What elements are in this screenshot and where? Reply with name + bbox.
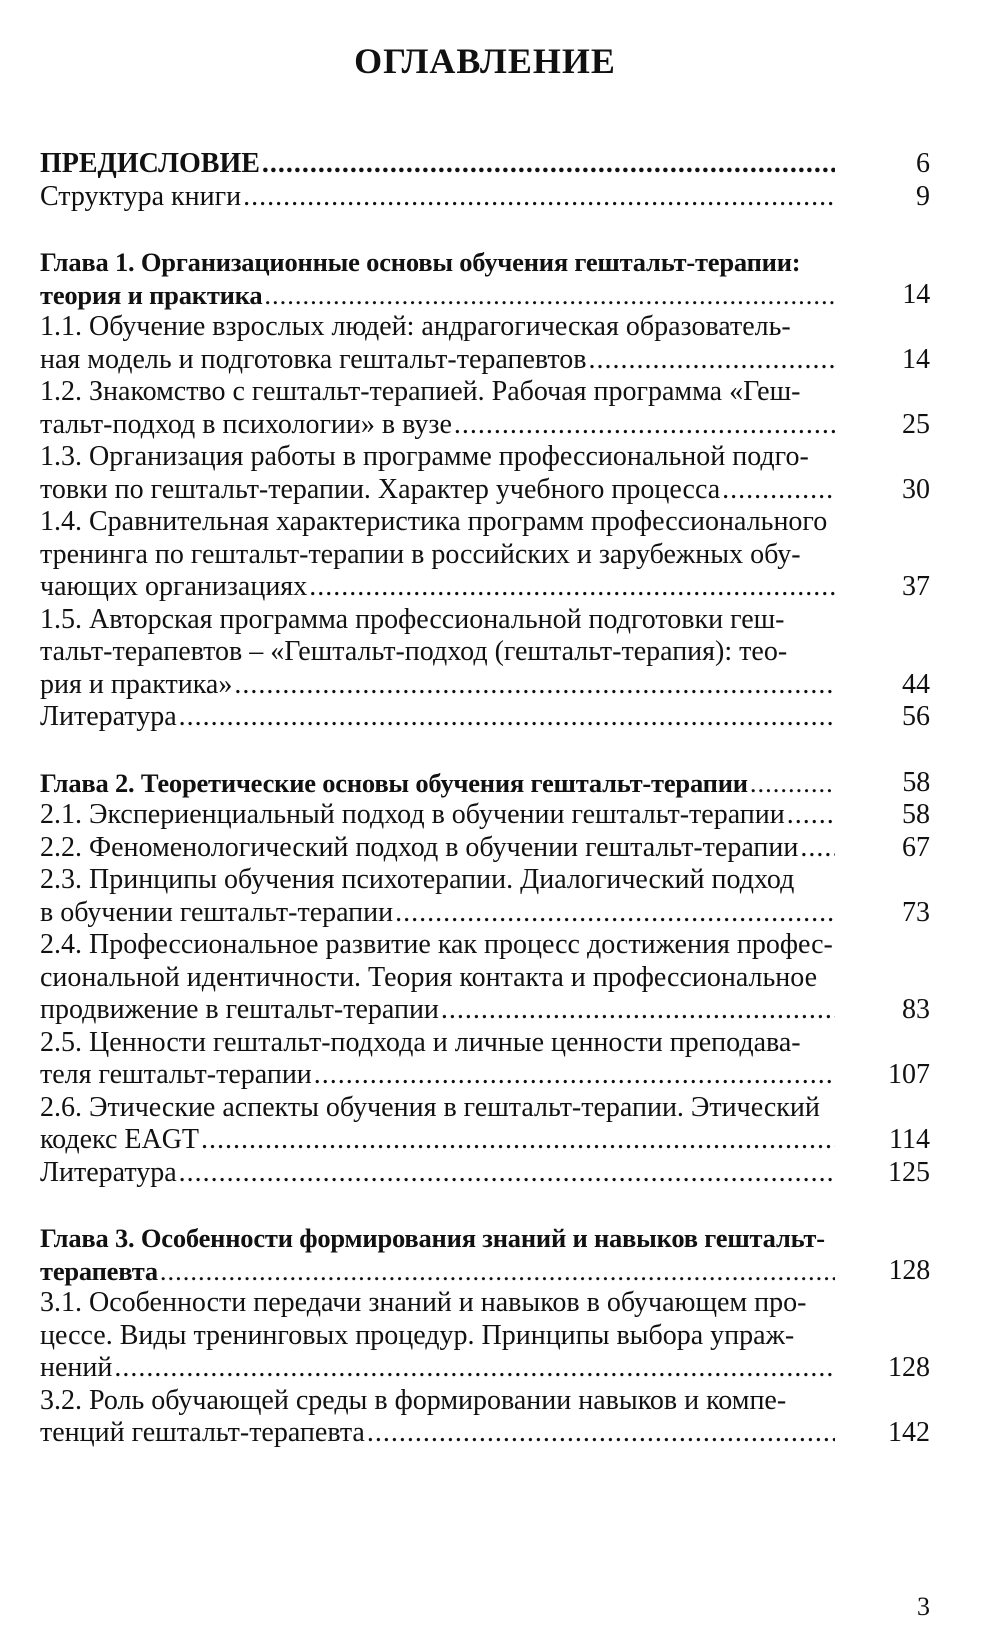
leader-dots	[160, 1255, 835, 1288]
toc-entry-3-1[interactable]	[40, 1287, 930, 1385]
leader-dots	[588, 344, 835, 377]
leader-dots	[750, 767, 835, 800]
toc-entry-line: ная модель и подготовка гештальт-терапевтов	[40, 343, 587, 375]
toc-entry-line: 1.3. Организация работы в программе профессиональной подго-	[40, 441, 809, 472]
toc-entry-chapter-1[interactable]	[40, 246, 930, 311]
toc-entry-2-4[interactable]	[40, 929, 930, 1027]
toc-entry-title: 2.2. Феноменологический подход в обучении гештальт-терапии	[40, 831, 799, 863]
toc-page-number: 14	[902, 278, 930, 310]
toc-entry-1-3[interactable]	[40, 441, 930, 506]
toc-entry-line: тенций гештальт-терапевта	[40, 1417, 365, 1448]
leader-dots	[454, 409, 835, 442]
toc-entry-2-5[interactable]	[40, 1027, 930, 1092]
toc-entry-line: 1.4. Сравнительная характеристика программ профессионального	[40, 506, 828, 537]
toc-entry-1-5[interactable]	[40, 604, 930, 702]
toc-page-number: 25	[902, 408, 930, 440]
toc-entry-line: тренинга по гештальт-терапии в российских и зарубежных обу-	[40, 538, 801, 570]
toc-entry-line: чающих организациях	[40, 571, 308, 602]
toc-entry-2-2[interactable]	[40, 832, 930, 865]
leader-dots	[787, 799, 835, 832]
toc-page-number: 56	[902, 701, 930, 732]
toc-entry-line: рия и практика»	[40, 668, 233, 700]
toc-entry-line: 1.1. Обучение взрослых людей: андрагогическая образователь-	[40, 311, 791, 342]
toc-entry-1-2[interactable]	[40, 376, 930, 441]
leader-dots	[367, 1417, 835, 1450]
toc-entry-book-structure[interactable]	[40, 181, 930, 214]
toc-page-number: 14	[902, 343, 930, 375]
leader-dots	[179, 701, 835, 734]
toc-page-number: 44	[902, 668, 930, 700]
toc-entry-line: товки по гештальт-терапии. Характер учебного процесса	[40, 473, 721, 505]
toc-entry-title: ПРЕДИСЛОВИЕ	[40, 148, 260, 179]
toc-entry-line: 1.2. Знакомство с гештальт-терапией. Рабочая программа «Геш-	[40, 376, 801, 407]
toc-entry-line: кодекс EAGT	[40, 1124, 200, 1155]
toc-entry-title: Структура книги	[40, 180, 242, 212]
leader-dots	[179, 1157, 835, 1190]
toc-entry-line: сиональной идентичности. Теория контакта и профессиональное	[40, 961, 818, 993]
toc-entry-3-2[interactable]	[40, 1385, 930, 1450]
leader-dots	[309, 571, 835, 604]
toc-entry-line: цессе. Виды тренинговых процедур. Принципы выбора упраж-	[40, 1319, 795, 1351]
toc-entry-title: Глава 2. Теоретические основы обучения гештальт-терапии	[40, 767, 748, 798]
toc-entry-chapter-2[interactable]	[40, 767, 930, 800]
toc-entry-line: Глава 3. Особенности формирования знаний и навыков гештальт-	[40, 1223, 825, 1253]
leader-dots	[243, 181, 835, 214]
toc-entry-line: нений	[40, 1352, 113, 1383]
leader-dots	[262, 148, 835, 181]
toc-page-number: 6	[916, 148, 930, 179]
toc-entry-line: продвижение в гештальт-терапии	[40, 994, 439, 1025]
toc-entry-line: тальт-терапевтов – «Гештальт-подход (гештальт-терапия): тео-	[40, 636, 788, 667]
toc-entry-2-3[interactable]	[40, 864, 930, 929]
toc-entry-line: терапевта	[40, 1255, 158, 1286]
toc-page-number: 128	[888, 1352, 930, 1383]
section-gap	[40, 734, 930, 767]
toc-entry-title: Литература	[40, 1156, 177, 1188]
toc-page-number: 83	[902, 994, 930, 1025]
toc-entry-line: теля гештальт-терапии	[40, 1059, 312, 1090]
leader-dots	[114, 1352, 835, 1385]
page-title: ОГЛАВЛЕНИЕ	[354, 41, 616, 81]
toc-entry-chapter-3[interactable]	[40, 1222, 930, 1287]
toc-page-number: 9	[916, 180, 930, 212]
toc-entry-line: Глава 1. Организационные основы обучения гештальт-терапии:	[40, 247, 801, 277]
leader-dots	[314, 1059, 835, 1092]
toc-entry-line: 2.6. Этические аспекты обучения в гештальт-терапии. Этический	[40, 1091, 820, 1123]
toc-entry-literature-1[interactable]	[40, 701, 930, 734]
section-gap	[40, 1189, 930, 1222]
leader-dots	[441, 994, 835, 1027]
table-of-contents	[40, 148, 930, 1450]
toc-page-number: 125	[888, 1156, 930, 1188]
toc-entry-line: 2.3. Принципы обучения психотерапии. Диалогический подход	[40, 864, 795, 895]
toc-entry-line: тальт-подход в психологии» в вузе	[40, 408, 452, 440]
toc-page-number: 73	[902, 896, 930, 928]
toc-entry-line: 2.5. Ценности гештальт-подхода и личные ценности преподава-	[40, 1026, 801, 1058]
leader-dots	[264, 279, 835, 312]
toc-page-number: 67	[902, 831, 930, 863]
toc-entry-literature-2[interactable]	[40, 1157, 930, 1190]
toc-entry-line: 2.4. Профессиональное развитие как процесс достижения профес-	[40, 929, 833, 960]
toc-page-number: 30	[902, 473, 930, 505]
toc-page-number: 58	[902, 766, 930, 798]
toc-entry-title: Литература	[40, 701, 177, 732]
toc-page-number: 107	[888, 1059, 930, 1090]
toc-entry-line: 3.2. Роль обучающей среды в формировании навыков и компе-	[40, 1384, 787, 1416]
toc-entry-1-1[interactable]	[40, 311, 930, 376]
toc-entry-line: 3.1. Особенности передачи знаний и навыков в обучающем про-	[40, 1287, 807, 1318]
toc-page-number: 37	[902, 571, 930, 602]
toc-entry-preface[interactable]	[40, 148, 930, 181]
toc-page	[40, 0, 930, 1648]
toc-entry-2-6[interactable]	[40, 1092, 930, 1157]
toc-page-number: 128	[888, 1254, 930, 1286]
toc-page-number: 114	[889, 1124, 930, 1155]
leader-dots	[722, 474, 835, 507]
leader-dots	[395, 897, 835, 930]
toc-entry-1-4[interactable]	[40, 506, 930, 604]
toc-entry-line: в обучении гештальт-терапии	[40, 896, 394, 928]
page-number: 3	[917, 1592, 930, 1621]
leader-dots	[201, 1124, 835, 1157]
toc-page-number: 142	[888, 1417, 930, 1448]
toc-entry-line: 1.5. Авторская программа профессиональной подготовки геш-	[40, 603, 785, 635]
leader-dots	[800, 832, 835, 865]
toc-page-number: 58	[902, 799, 930, 830]
toc-entry-2-1[interactable]	[40, 799, 930, 832]
toc-entry-line: теория и практика	[40, 279, 263, 310]
section-gap	[40, 213, 930, 246]
leader-dots	[234, 669, 835, 702]
toc-entry-title: 2.1. Экспериенциальный подход в обучении гештальт-терапии	[40, 799, 785, 830]
